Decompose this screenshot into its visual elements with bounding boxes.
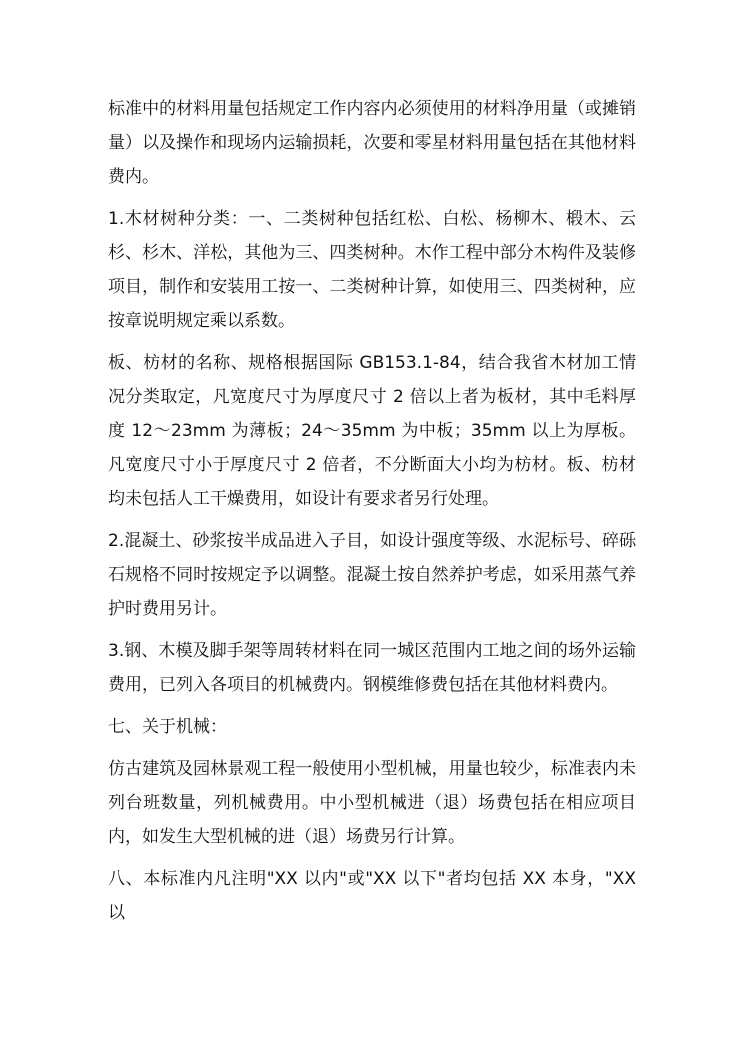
paragraph-section-eight: 八、本标准内凡注明"XX 以内"或"XX 以下"者均包括 XX 本身，"XX 以 (108, 869, 636, 923)
paragraph-wood-species: 1.木材树种分类：一、二类树种包括红松、白松、杨柳木、椴木、云杉、杉木、洋松，其他为三、四类树种。木作工程中部分木构件及装修项目，制作和安装用工按一、二类树种计算，如使用三、四类树种，应按章说明规定乘以系数。 (108, 209, 636, 331)
paragraph-machinery: 仿古建筑及园林景观工程一般使用小型机械，用量也较少，标准表内未列台班数量，列机械费用。中小型机械进（退）场费包括在相应项目内，如发生大型机械的进（退）场费另行计算。 (108, 759, 636, 847)
document-body (108, 92, 636, 938)
paragraph-formwork-scaffold: 3.钢、木模及脚手架等周转材料在同一城区范围内工地之间的场外运输费用，已列入各项目的机械费内。钢模维修费包括在其他材料费内。 (108, 641, 636, 695)
paragraph-concrete-mortar: 2.混凝土、砂浆按半成品进入子目，如设计强度等级、水泥标号、碎砾石规格不同时按规定予以调整。混凝土按自然养护考虑，如采用蒸气养护时费用另计。 (108, 531, 636, 619)
paragraph-board-timber: 板、枋材的名称、规格根据国际 GB153.1-84，结合我省木材加工情况分类取定，凡宽度尺寸为厚度尺寸 2 倍以上者为板材，其中毛料厚度 12～23mm 为薄板；24～35mm 为中板；35mm 以上为厚板。凡宽度尺寸小于厚度尺寸 2 倍者，不分断面大小均为枋材。板、枋材均未包括人工干燥费用，如设计有要求者另行处理。 (108, 353, 636, 509)
paragraph-material-usage: 标准中的材料用量包括规定工作内容内必须使用的材料净用量（或摊销量）以及操作和现场内运输损耗，次要和零星材料用量包括在其他材料费内。 (108, 99, 636, 187)
section-heading-machinery: 七、关于机械： (108, 717, 227, 737)
